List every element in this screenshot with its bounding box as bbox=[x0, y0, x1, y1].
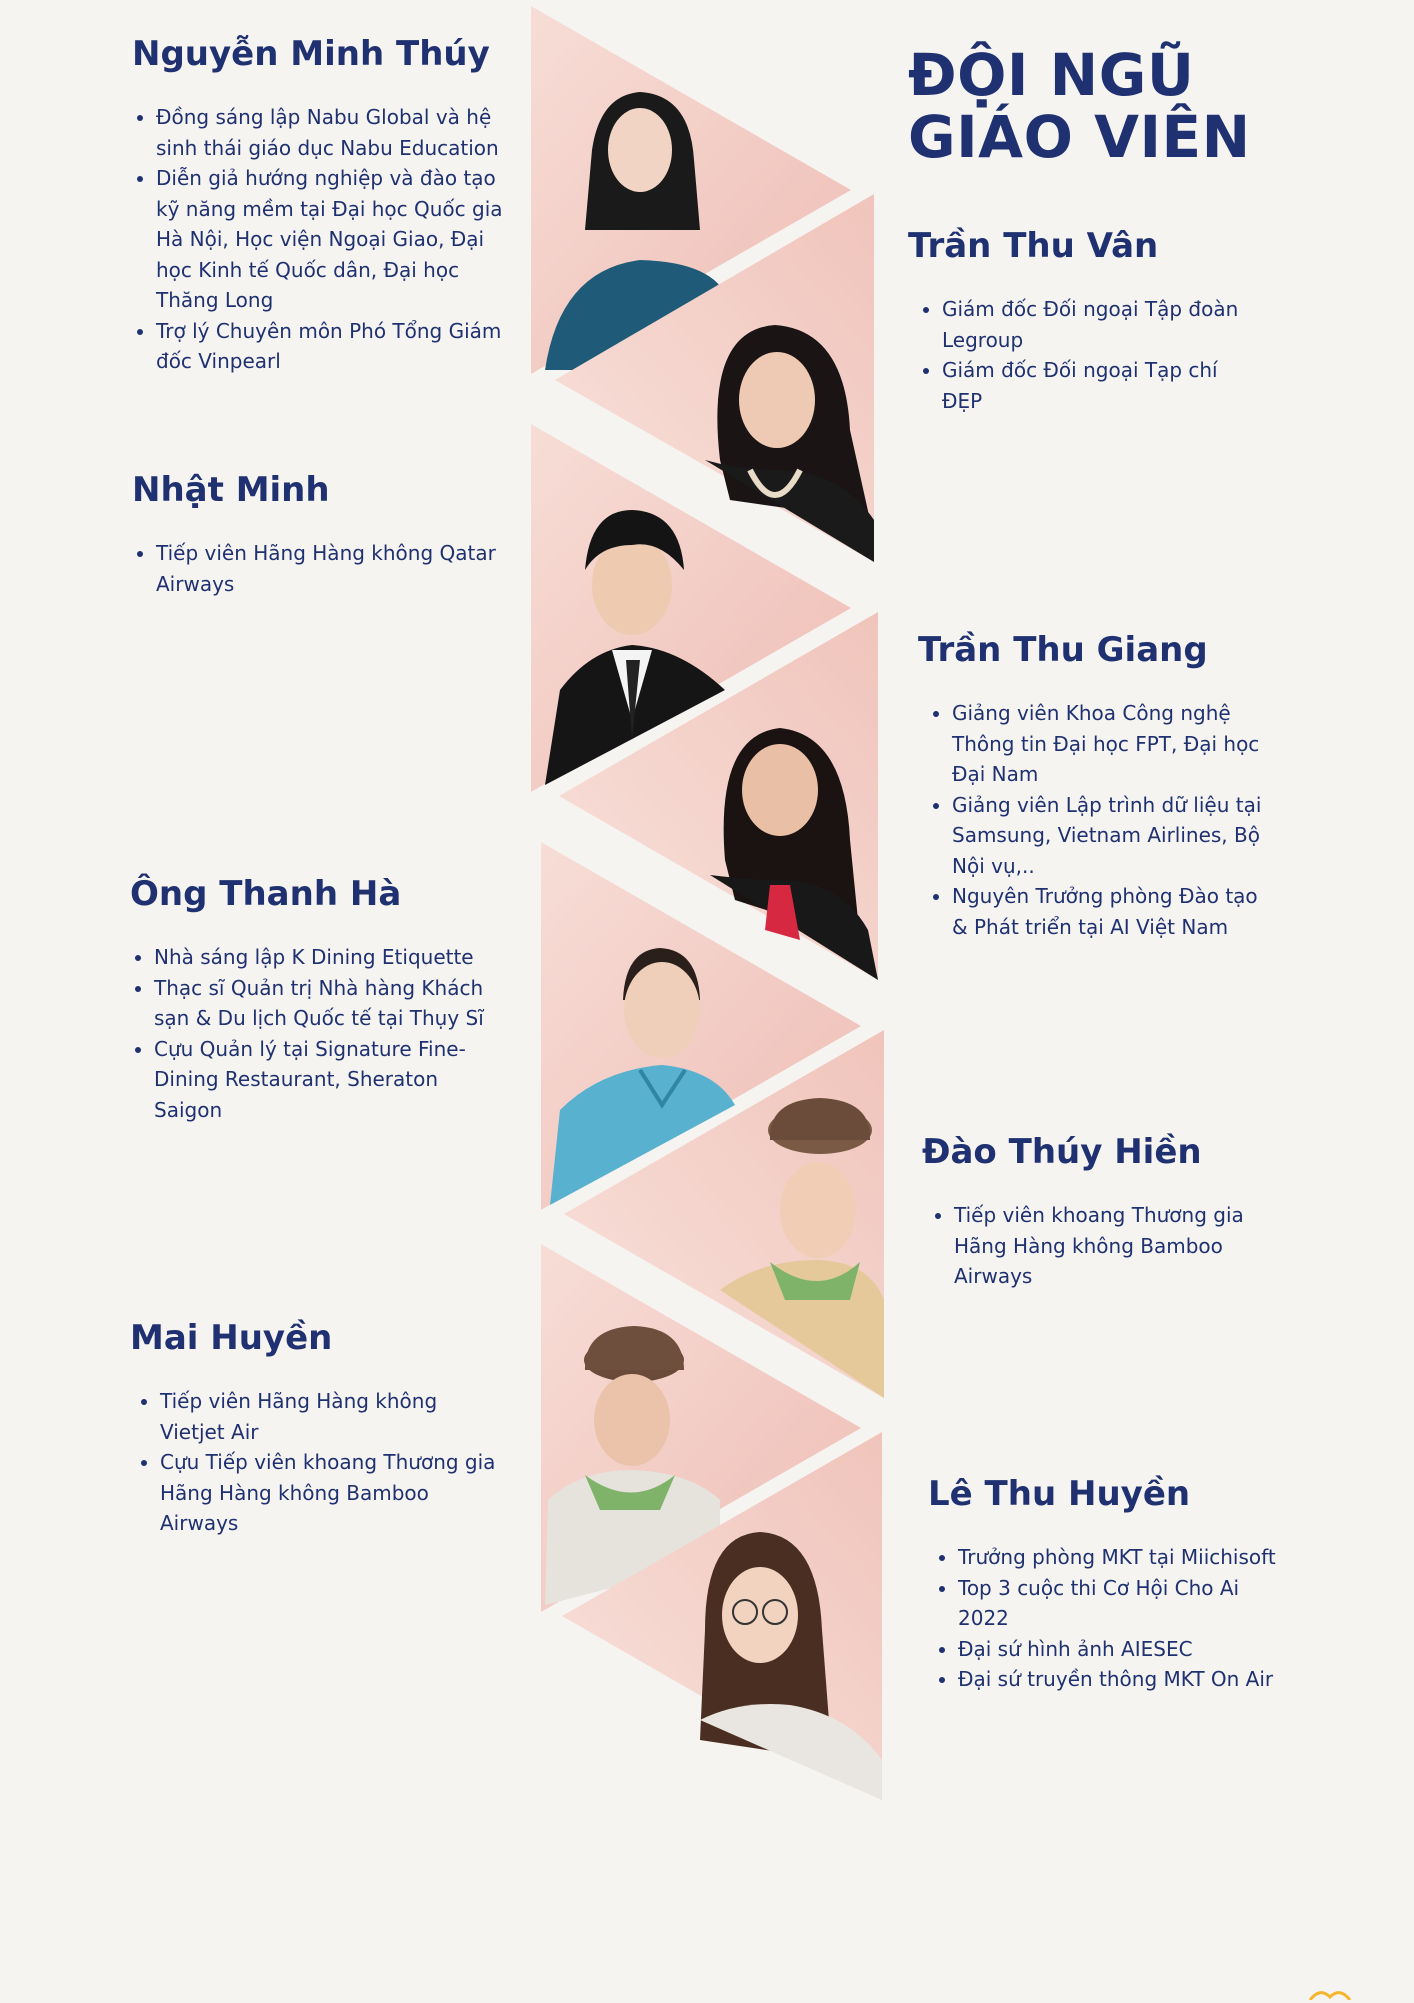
teacher-bullets bbox=[928, 1542, 1288, 1695]
teacher-card-ong-thanh-ha bbox=[130, 872, 506, 1125]
title-line-2: GIÁO VIÊN bbox=[908, 103, 1251, 171]
bullet-item: • Đồng sáng lập Nabu Global và hệ sinh thái giáo dục Nabu Education bbox=[156, 102, 504, 163]
triangle-6 bbox=[564, 1030, 884, 1398]
bullet-item: • Trưởng phòng MKT tại Miichisoft bbox=[958, 1542, 1288, 1573]
bullet-item: • Giám đốc Đối ngoại Tạp chí ĐẸP bbox=[942, 355, 1260, 416]
triangle-1 bbox=[531, 6, 851, 374]
page-title bbox=[908, 41, 1328, 171]
teacher-card-mai-huyen bbox=[130, 1316, 500, 1539]
teacher-card-le-thu-huyen bbox=[928, 1472, 1288, 1695]
triangle-4 bbox=[559, 612, 878, 980]
teacher-card-dao-thuy-hien bbox=[922, 1130, 1268, 1292]
bullet-item: • Đại sứ hình ảnh AIESEC bbox=[958, 1634, 1288, 1665]
teacher-bullets bbox=[918, 698, 1278, 942]
bullet-item: • Giảng viên Lập trình dữ liệu tại Samsung, Vietnam Airlines, Bộ Nội vụ,.. bbox=[952, 790, 1278, 882]
teacher-bullets bbox=[922, 1200, 1268, 1292]
teacher-bullets bbox=[130, 942, 506, 1125]
teacher-bullets bbox=[132, 102, 504, 377]
triangle-3 bbox=[531, 424, 851, 792]
bullet-item: • Diễn giả hướng nghiệp và đào tạo kỹ năng mềm tại Đại học Quốc gia Hà Nội, Học viện Ngoại Giao, Đại học Kinh tế Quốc dân, Đại học Thăng Long bbox=[156, 163, 504, 316]
bullet-item: • Trợ lý Chuyên môn Phó Tổng Giám đốc Vinpearl bbox=[156, 316, 504, 377]
corner-decoration-icon bbox=[1300, 1985, 1360, 2000]
teacher-name: Đào Thúy Hiền bbox=[922, 1132, 1202, 1172]
teacher-card-tran-thu-van bbox=[908, 224, 1260, 416]
bullet-item: • Tiếp viên khoang Thương gia Hãng Hàng không Bamboo Airways bbox=[954, 1200, 1268, 1292]
teacher-bullets bbox=[908, 294, 1260, 416]
bullet-item: • Tiếp viên Hãng Hàng không Qatar Airways bbox=[156, 538, 504, 599]
teacher-card-nhat-minh bbox=[132, 468, 504, 599]
teacher-card-tran-thu-giang bbox=[918, 628, 1278, 942]
bullet-item: • Cựu Quản lý tại Signature Fine-Dining Restaurant, Sheraton Saigon bbox=[154, 1034, 506, 1126]
bullet-item: • Nhà sáng lập K Dining Etiquette bbox=[154, 942, 506, 973]
teacher-card-nguyen-minh-thuy bbox=[132, 32, 504, 377]
teacher-bullets bbox=[130, 1386, 500, 1539]
bullet-item: • Đại sứ truyền thông MKT On Air bbox=[958, 1664, 1288, 1695]
triangle-2 bbox=[555, 194, 874, 562]
teacher-name: Nguyễn Minh Thúy bbox=[132, 34, 490, 74]
triangle-5 bbox=[541, 842, 861, 1210]
teacher-name: Mai Huyền bbox=[130, 1318, 333, 1358]
teacher-name: Nhật Minh bbox=[132, 470, 330, 510]
teacher-name: Trần Thu Vân bbox=[908, 226, 1159, 266]
bullet-item: • Tiếp viên Hãng Hàng không Vietjet Air bbox=[160, 1386, 500, 1447]
teacher-name: Ông Thanh Hà bbox=[130, 874, 402, 914]
bullet-item: • Nguyên Trưởng phòng Đào tạo & Phát triển tại AI Việt Nam bbox=[952, 881, 1278, 942]
bullet-item: • Giảng viên Khoa Công nghệ Thông tin Đại học FPT, Đại học Đại Nam bbox=[952, 698, 1278, 790]
teacher-name: Trần Thu Giang bbox=[918, 630, 1208, 670]
triangle-8 bbox=[562, 1432, 882, 1800]
bullet-item: • Top 3 cuộc thi Cơ Hội Cho Ai 2022 bbox=[958, 1573, 1288, 1634]
triangle-7 bbox=[541, 1244, 861, 1612]
bullet-item: • Giám đốc Đối ngoại Tập đoàn Legroup bbox=[942, 294, 1260, 355]
bullet-item: • Cựu Tiếp viên khoang Thương gia Hãng Hàng không Bamboo Airways bbox=[160, 1447, 500, 1539]
teacher-name: Lê Thu Huyền bbox=[928, 1474, 1191, 1514]
title-line-1: ĐỘI NGŨ bbox=[908, 41, 1195, 109]
teacher-bullets bbox=[132, 538, 504, 599]
bullet-item: • Thạc sĩ Quản trị Nhà hàng Khách sạn & Du lịch Quốc tế tại Thụy Sĩ bbox=[154, 973, 506, 1034]
